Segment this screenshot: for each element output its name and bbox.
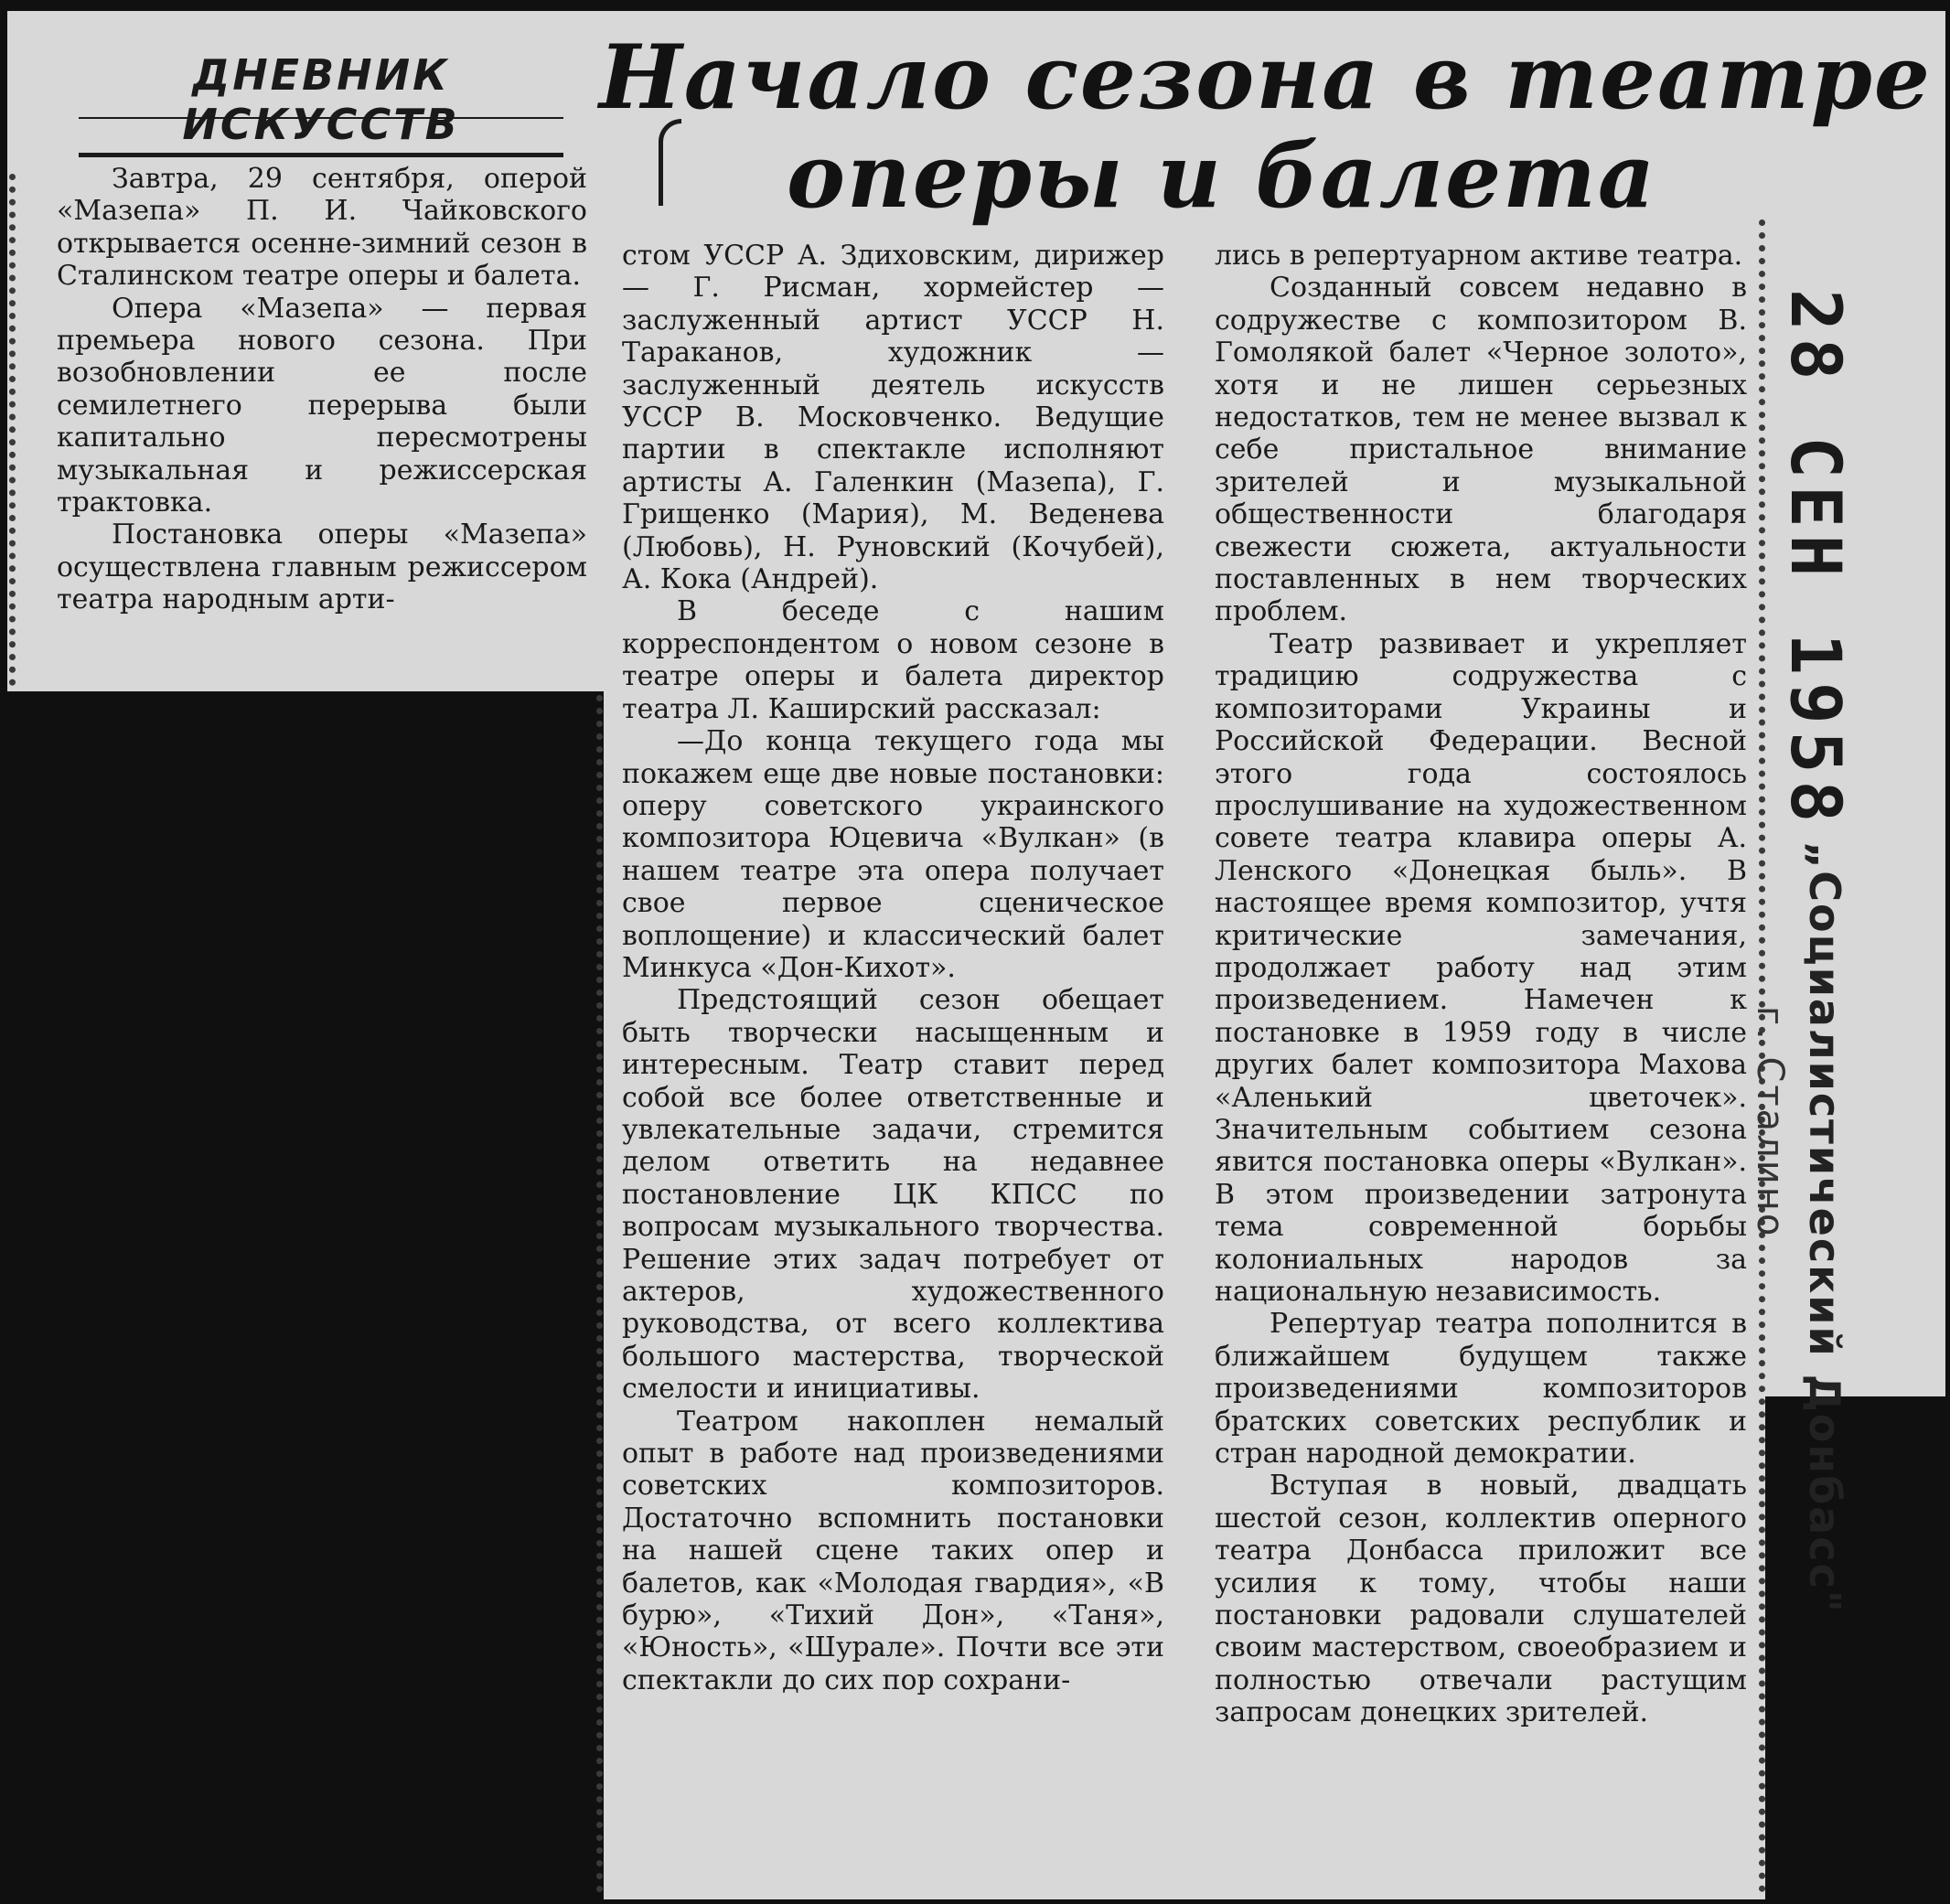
- paragraph: Театром накоплен немалый опыт в работе над произведениями советских композиторов. Достаточно вспомнить постановки на нашей сцене таких опер и балетов, как «Молодая гвардия», «В бурю», «Тихий Дон», «Таня», «Юность», «Шурале». Почти все эти спектакли до сих пор сохрани-: [622, 1405, 1164, 1696]
- paragraph: Опера «Мазепа» — первая премьера нового сезона. При возобновлении ее после семилетнего перерыва были капитально пересмотрены музыкальная и режиссерская трактовка.: [57, 292, 587, 519]
- middle-dotted-rule: [596, 695, 603, 1893]
- headline-line-1: Начало сезона в театре: [599, 26, 1932, 129]
- article-column-3: [1215, 240, 1747, 1729]
- paragraph: стом УССР А. Здиховским, дирижер — Г. Рисман, хормейстер — заслуженный артист УССР Н. Тараканов, художник — заслуженный деятель искусств УССР В. Московченко. Ведущие партии в спектакле исполняют артисты А. Галенкин (Мазепа), Г. Грищенко (Мария), М. Веденева (Любовь), Н. Руновский (Кочубей), А. Кока (Андрей).: [622, 240, 1164, 596]
- paragraph: Репертуар театра пополнится в ближайшем будущем также произведениями композиторов братских советских республик и стран народной демократии.: [1215, 1308, 1747, 1471]
- date-stamp: 28 СЕН 1958: [1775, 289, 1857, 830]
- rubric-title: ДНЕВНИК ИСКУССТВ: [79, 50, 563, 157]
- article-column-2: [622, 240, 1164, 1696]
- paragraph: Вступая в новый, двадцать шестой сезон, коллектив оперного театра Донбасса приложит все усилия к тому, чтобы наши постановки радовали слушателей своим мастерством, своеобразием и полностью отвечали растущим запросам донецких зрителей.: [1215, 1470, 1747, 1729]
- headline-bracket: [659, 119, 681, 206]
- headline-line-2: оперы и балета: [787, 124, 1657, 228]
- paragraph: Завтра, 29 сентября, оперой «Мазепа» П. И. Чайковского открывается осенне-зимний сезон в Сталинском театре оперы и балета.: [57, 163, 587, 293]
- paragraph: Постановка оперы «Мазепа» осуществлена главным режиссером театра народным арти-: [57, 519, 587, 616]
- city-label: г. Сталино: [1749, 1006, 1791, 1239]
- paragraph: лись в репертуарном активе театра.: [1215, 240, 1743, 272]
- newspaper-source-label: „Социалистический Донбасс": [1800, 841, 1849, 1614]
- rubric-underline: [79, 117, 563, 119]
- paragraph: —До конца текущего года мы покажем еще две новые постановки: оперу советского украинского композитора Юцевича «Вулкан» (в нашем театре эта опера получает свое первое сценическое воплощение) и классический балет Минкуса «Дон-Кихот».: [622, 725, 1164, 984]
- paragraph: Театр развивает и укрепляет традицию содружества с композиторами Украины и Российской Федерации. Весной этого года состоялось прослушивание на художественном совете театра клавира оперы А. Ленского «Донецкая быль». В настоящее время композитор, учтя критические замечания, продолжает работу над этим произведением. Намечен к постановке в 1959 году в числе других балет композитора Махова «Аленький цветочек». Значительным событием сезона явится постановка оперы «Вулкан». В этом произведении затронута тема современной борьбы колониальных народов за национальную независимость.: [1215, 627, 1747, 1308]
- paragraph: Предстоящий сезон обещает быть творчески насыщенным и интересным. Театр ставит перед собой все более ответственные и увлекательные задачи, стремится делом ответить на недавнее постановление ЦК КПСС по вопросам музыкального творчества. Решение этих задач потребует от актеров, художественного руководства, от всего коллектива большого мастерства, творческой смелости и инициативы.: [622, 984, 1164, 1406]
- paragraph: В беседе с нашим корреспондентом о новом сезоне в театре оперы и балета директор театра Л. Каширский рассказал:: [622, 595, 1164, 725]
- left-dotted-rule: [9, 174, 16, 686]
- paragraph: Созданный совсем недавно в содружестве с композитором В. Гомолякой балет «Черное золото», хотя и не лишен серьезных недостатков, тем не менее вызвал к себе пристальное внимание зрителей и музыкальной общественности благодаря свежести сюжета, актуальности поставленных в нем творческих проблем.: [1215, 272, 1747, 628]
- article-column-1: [57, 163, 587, 616]
